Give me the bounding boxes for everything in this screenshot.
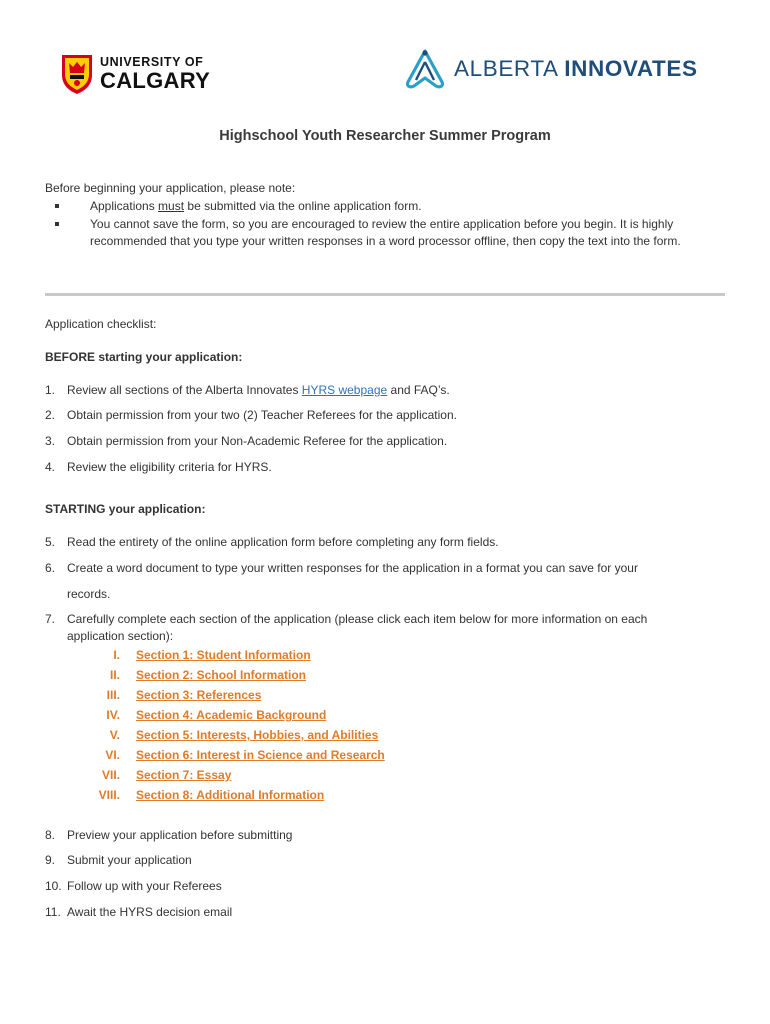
list-item bbox=[54, 216, 724, 251]
step-3-text: Obtain permission from your Non-Academic Referee for the application. bbox=[67, 434, 448, 448]
step-6-text-a: Create a word document to type your written responses for the application in a format you can save for your bbox=[67, 561, 638, 575]
list-item bbox=[45, 905, 232, 919]
list-item bbox=[45, 383, 450, 397]
step-number: 8. bbox=[45, 828, 56, 842]
uc-logo-bottom-text: CALGARY bbox=[100, 67, 211, 93]
list-item bbox=[45, 460, 272, 474]
step-9-text: Submit your application bbox=[67, 853, 192, 867]
section-divider bbox=[45, 293, 725, 296]
hyrs-webpage-link[interactable]: HYRS webpage bbox=[301, 383, 388, 397]
roman-numeral: V. bbox=[109, 728, 120, 742]
step-5-text: Read the entirety of the online application form before completing any form fields. bbox=[67, 535, 499, 549]
step-number: 11. bbox=[45, 905, 61, 919]
checklist-label: Application checklist: bbox=[45, 317, 157, 331]
intro-text: Before beginning your application, please note: bbox=[45, 181, 296, 195]
roman-numeral: IV. bbox=[106, 708, 120, 722]
step-number: 4. bbox=[45, 460, 56, 474]
roman-numeral: II. bbox=[109, 668, 120, 682]
step-1-pre: Review all sections of the Alberta Innovates bbox=[67, 383, 302, 397]
section-1-link[interactable]: Section 1: Student Information bbox=[136, 648, 311, 662]
list-item bbox=[45, 612, 647, 626]
step-1-post: and FAQ’s. bbox=[387, 383, 450, 397]
list-item bbox=[45, 434, 447, 448]
section-7-link[interactable]: Section 7: Essay bbox=[136, 768, 232, 782]
section-3-link[interactable]: Section 3: References bbox=[136, 688, 262, 702]
roman-numeral: III. bbox=[106, 688, 120, 702]
step-7-text-a: Carefully complete each section of the application (please click each item below for more information on each bbox=[67, 612, 648, 626]
roman-numeral: VII. bbox=[101, 768, 120, 782]
ai-logo-text-a: ALBERTA bbox=[454, 56, 558, 81]
step-number: 1. bbox=[45, 383, 56, 397]
notes-list bbox=[54, 198, 724, 251]
starting-heading: STARTING your application: bbox=[45, 502, 206, 516]
bullet-square-icon bbox=[55, 222, 59, 226]
step-6-continuation: records. bbox=[67, 587, 111, 601]
note-1-post: be submitted via the online application form. bbox=[184, 199, 422, 213]
section-4-link[interactable]: Section 4: Academic Background bbox=[136, 708, 327, 722]
step-number: 9. bbox=[45, 853, 56, 867]
step-10-text: Follow up with your Referees bbox=[67, 879, 222, 893]
list-item bbox=[45, 408, 457, 422]
university-of-calgary-logo bbox=[60, 52, 210, 96]
section-8-link[interactable]: Section 8: Additional Information bbox=[136, 788, 325, 802]
list-item bbox=[45, 853, 192, 867]
roman-numeral: VI. bbox=[105, 748, 120, 762]
section-5-link[interactable]: Section 5: Interests, Hobbies, and Abilities bbox=[136, 728, 379, 742]
list-item bbox=[54, 198, 724, 216]
roman-numeral: VIII. bbox=[98, 788, 120, 802]
step-number: 10. bbox=[45, 879, 62, 893]
list-item bbox=[45, 879, 222, 893]
bullet-square-icon bbox=[55, 204, 59, 208]
list-item bbox=[45, 535, 499, 549]
step-number: 5. bbox=[45, 535, 56, 549]
step-number: 2. bbox=[45, 408, 56, 422]
section-2-link[interactable]: Section 2: School Information bbox=[136, 668, 307, 682]
before-heading: BEFORE starting your application: bbox=[45, 350, 243, 364]
uc-logo-top-text: UNIVERSITY OF bbox=[100, 55, 204, 70]
ai-logo-text-b: INNOVATES bbox=[564, 56, 698, 81]
step-8-text: Preview your application before submitting bbox=[67, 828, 293, 842]
step-number: 3. bbox=[45, 434, 56, 448]
alberta-innovates-logo bbox=[402, 48, 698, 90]
step-number: 6. bbox=[45, 561, 56, 575]
step-7-continuation: application section): bbox=[67, 629, 174, 643]
step-2-text: Obtain permission from your two (2) Teacher Referees for the application. bbox=[67, 408, 457, 422]
roman-numeral: I. bbox=[113, 648, 120, 662]
page-title: Highschool Youth Researcher Summer Program bbox=[219, 128, 551, 144]
section-6-link[interactable]: Section 6: Interest in Science and Research bbox=[136, 748, 385, 762]
step-4-text: Review the eligibility criteria for HYRS. bbox=[67, 460, 272, 474]
step-number: 7. bbox=[45, 612, 56, 626]
note-1-pre: Applications bbox=[90, 199, 159, 213]
list-item bbox=[45, 828, 292, 842]
note-2: You cannot save the form, so you are encouraged to review the entire application before you begin. It is highly recommended that you type your written responses in a word processor offline, then copy the text into the form. bbox=[90, 216, 681, 248]
calgary-shield-icon bbox=[60, 53, 94, 95]
step-11-text: Await the HYRS decision email bbox=[67, 905, 233, 919]
note-1-emphasis: must bbox=[158, 199, 185, 213]
list-item bbox=[45, 561, 638, 575]
alberta-innovates-mark-icon bbox=[402, 48, 448, 90]
